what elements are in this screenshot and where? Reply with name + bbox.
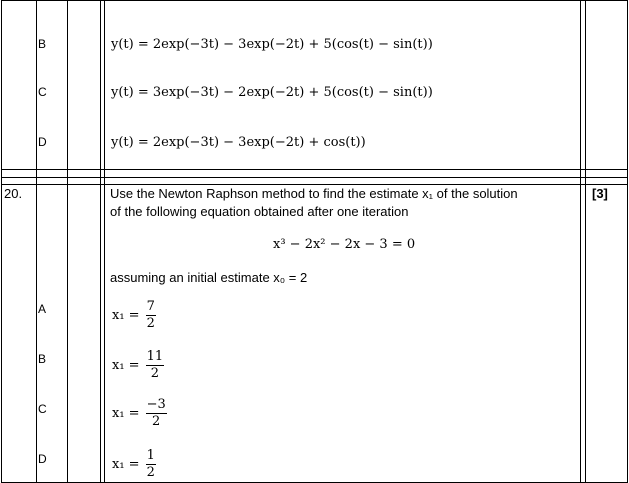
row-divider	[1, 169, 628, 170]
fraction-denominator: 2	[150, 366, 159, 381]
fraction-numerator: 11	[146, 349, 164, 364]
option-expression: y(t) = 3exp(−3t) − 2exp(−2t) + 5(cos(t) − sin(t))	[111, 85, 433, 100]
option-fraction-c	[112, 398, 167, 429]
option-letter: D	[38, 452, 47, 466]
row-divider	[1, 0, 628, 1]
equation: x³ − 2x² − 2x − 3 = 0	[273, 237, 416, 252]
option-letter: C	[38, 402, 47, 416]
fraction-numerator: 7	[146, 299, 155, 314]
initial-estimate-text: assuming an initial estimate x₀ = 2	[110, 270, 308, 285]
row-divider	[1, 184, 628, 185]
option-letter: B	[38, 37, 47, 51]
option-expression: y(t) = 2exp(−3t) − 3exp(−2t) + 5(cos(t) − sin(t))	[111, 37, 433, 52]
option-expression: y(t) = 2exp(−3t) − 3exp(−2t) + cos(t))	[111, 135, 366, 150]
option-letter: D	[38, 135, 47, 149]
row-divider	[1, 177, 628, 178]
column-divider	[36, 0, 37, 483]
column-divider	[100, 0, 101, 483]
option-letter: A	[38, 302, 47, 316]
column-divider	[585, 0, 586, 483]
option-lhs: x₁ =	[112, 406, 140, 421]
question-number: 20.	[4, 186, 23, 201]
column-divider	[104, 0, 105, 483]
fraction-numerator: 1	[146, 448, 155, 463]
column-divider	[580, 0, 581, 483]
option-letter: B	[38, 352, 47, 366]
option-lhs: x₁ =	[112, 457, 140, 472]
option-lhs: x₁ =	[112, 308, 140, 323]
fraction-denominator: 2	[152, 414, 161, 429]
option-letter: C	[38, 85, 47, 99]
table-border-left	[1, 0, 2, 483]
option-fraction-b	[112, 350, 164, 381]
fraction-denominator: 2	[146, 316, 155, 331]
question-marks: [3]	[592, 186, 608, 201]
option-lhs: x₁ =	[112, 358, 140, 373]
fraction-denominator: 2	[146, 465, 155, 480]
question-stem-line1: Use the Newton Raphson method to find the estimate x₁ of the solution	[110, 186, 518, 201]
fraction-numerator: −3	[146, 397, 166, 412]
table-border-right	[627, 0, 628, 483]
column-divider	[67, 0, 68, 483]
option-fraction-d	[112, 449, 156, 480]
option-fraction-a	[112, 300, 156, 331]
question-stem-line2: of the following equation obtained after one iteration	[110, 204, 409, 219]
